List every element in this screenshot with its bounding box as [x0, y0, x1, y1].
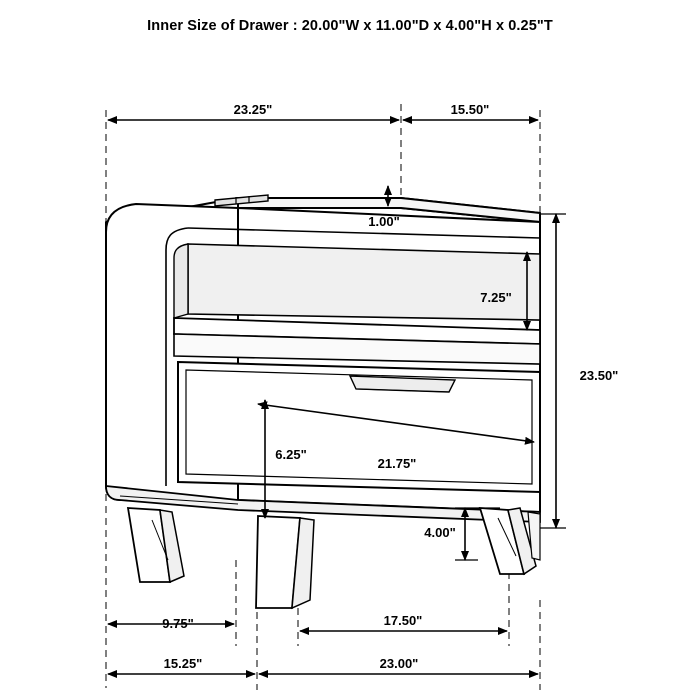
dimension-label-base-width: 23.00" [379, 656, 419, 671]
dimension-label-drawer-height: 6.25" [275, 447, 307, 462]
dimension-label-drawer-width: 21.75" [377, 456, 417, 471]
dimension-label-top-width: 23.25" [233, 102, 273, 117]
dimension-label-top-depth: 15.50" [450, 102, 490, 117]
dimension-label-shelf-height: 7.25" [480, 290, 512, 305]
dimension-label-leg-span: 17.50" [383, 613, 423, 628]
cabinet-body [106, 195, 540, 522]
dimension-label-leg-height: 4.00" [424, 525, 456, 540]
dimension-label-base-depth: 15.25" [163, 656, 203, 671]
legs [128, 508, 540, 608]
dimension-label-overall-height: 23.50" [579, 368, 619, 383]
dimension-label-leg-inset: 9.75" [162, 616, 194, 631]
page-title: Inner Size of Drawer : 20.00"W x 11.00"D x 4.00"H x 0.25"T [147, 18, 553, 34]
dimension-label-top-thickness: 1.00" [368, 214, 400, 229]
